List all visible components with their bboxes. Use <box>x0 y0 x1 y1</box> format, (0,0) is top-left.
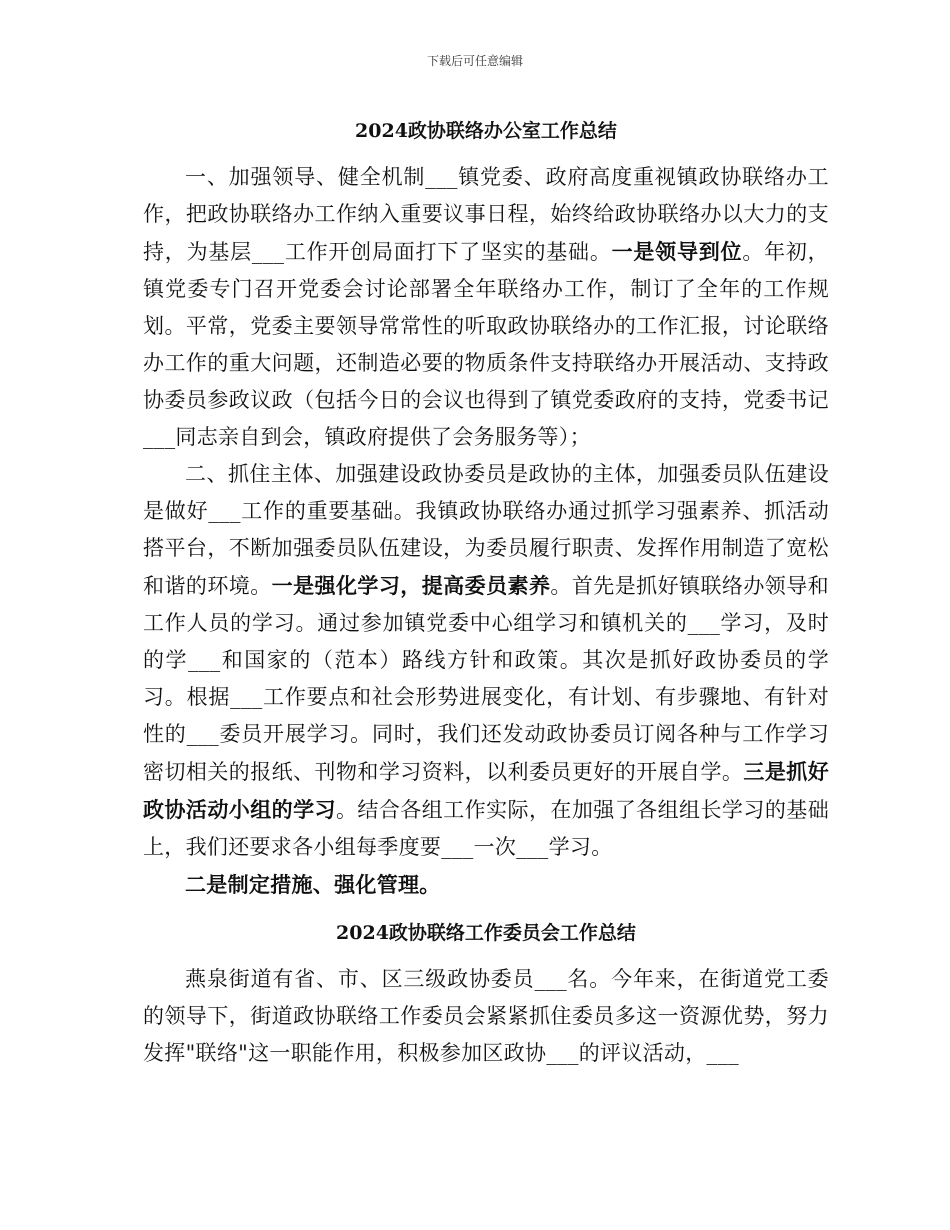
doc1-p2-text-2: 。首先是抓好镇联络办领导和工作人员的学习。通过参加镇党委中心组学习和镇机关的___学习，及时的学___和国家的（范本）路线方针和政策。其次是抓好政协委员的学习。根据___工作要点和社会形势进展变化，有计划、有步骤地、有针对性的___委员开展学习。同时，我们还发动政协委员订阅各种与工作学习密切相关的报纸、刊物和学习资料，以利委员更好的开展自学。 <box>143 574 829 784</box>
page-header-note: 下载后可任意编辑 <box>426 54 523 68</box>
doc1-p2-bold-1: 一是强化学习，提高委员素养 <box>271 573 551 598</box>
doc1-p2-text-1: 二、抓住主体、加强建设政协委员是政协的主体，加强委员队伍建设是做好___工作的重要基础。我镇政协联络办通过抓学习强素养、抓活动搭平台，不断加强委员队伍建设，为委员履行职责、发挥作用制造了宽松和谐的环境。 <box>143 462 829 598</box>
doc2-p1-text-1: 燕泉街道有省、市、区三级政协委员___名。今年来，在街道党工委的领导下，街道政协联络工作委员会紧紧抓住委员多这一资源优势，努力发挥"联络"这一职能作用，积极参加区政协___的评议活动，___ <box>143 967 829 1065</box>
doc1-p1-text-1: 一、加强领导、健全机制___镇党委、政府高度重视镇政协联络办工作，把政协联络办工作纳入重要议事日程，始终给政协联络办以大力的支持，为基层___工作开创局面打下了坚实的基础。 <box>143 165 829 264</box>
doc1-p1-bold-1: 一是领导到位 <box>611 239 743 264</box>
doc1-p2-text-3: 。结合各组工作实际，在加强了各组组长学习的基础上，我们还要求各小组每季度要___一次___学习。 <box>143 798 829 859</box>
doc1-p3-bold-1: 二是制定措施、强化管理。 <box>185 872 441 897</box>
doc1-title: 2024政协联络办公室工作总结 <box>355 120 617 142</box>
doc2-title: 2024政协联络工作委员会工作总结 <box>336 922 636 944</box>
document-content <box>143 118 829 1072</box>
doc1-p2-bold-2: 三是抓好政协活动小组的学习 <box>143 759 829 822</box>
doc1-paragraph-2 <box>143 456 829 866</box>
doc1-paragraph-3 <box>143 866 829 904</box>
doc2-paragraph-1 <box>143 961 829 1072</box>
doc1-p1-text-2: 。年初，镇党委专门召开党委会讨论部署全年联络办工作，制订了全年的工作规划。平常，党委主要领导常常性的听取政协联络办的工作汇报，讨论联络办工作的重大问题，还制造必要的物质条件支持联络办开展活动、支持政协委员参政议政（包括今日的会议也得到了镇党委政府的支持，党委书记___同志亲自到会，镇政府提供了会务服务等）； <box>143 240 829 449</box>
doc1-paragraph-1 <box>143 159 829 456</box>
